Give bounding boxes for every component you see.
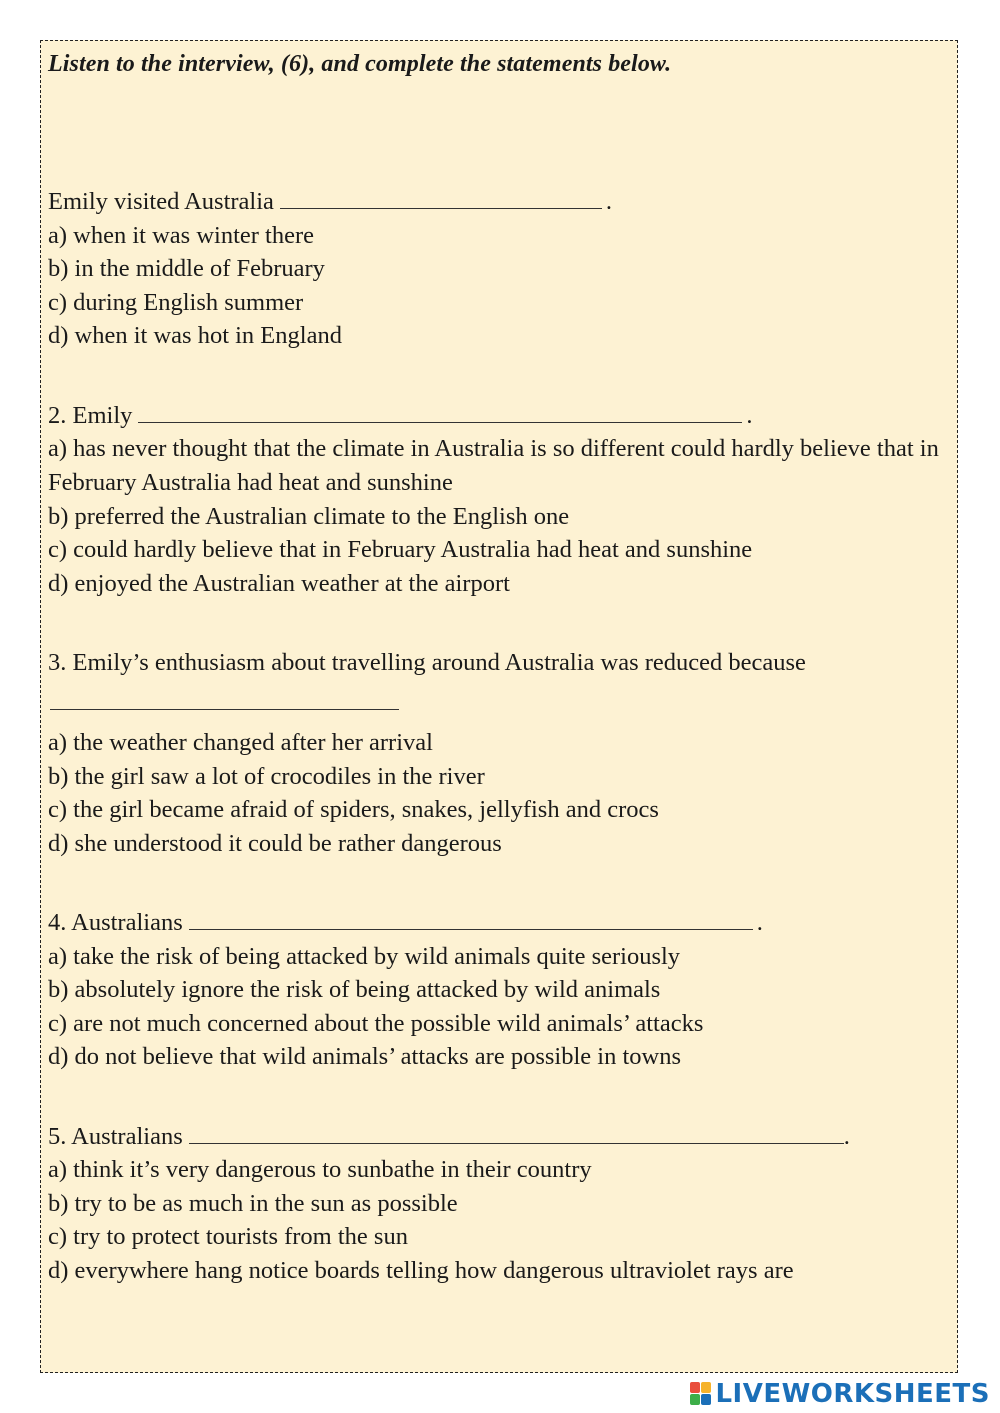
question-4-text: 4. Australians: [48, 909, 183, 936]
question-1-option-d[interactable]: d) when it was hot in England: [48, 322, 342, 349]
question-3-option-b[interactable]: b) the girl saw a lot of crocodiles in the river: [48, 763, 485, 790]
question-5-option-a[interactable]: a) think it’s very dangerous to sunbathe in their country: [48, 1156, 592, 1183]
question-2-text: 2. Emily: [48, 402, 133, 429]
question-5-option-b[interactable]: b) try to be as much in the sun as possible: [48, 1190, 458, 1217]
question-3-stem: 3. Emily’s enthusiasm about travelling around Australia was reduced because: [48, 649, 806, 676]
question-4-option-b[interactable]: b) absolutely ignore the risk of being attacked by wild animals: [48, 976, 661, 1003]
question-2-option-c[interactable]: c) could hardly believe that in February Australia had heat and sunshine: [48, 536, 753, 563]
question-1-answer-blank[interactable]: [280, 188, 602, 209]
question-2-option-b[interactable]: b) preferred the Australian climate to the English one: [48, 503, 570, 530]
question-5-answer-blank[interactable]: [189, 1123, 844, 1144]
question-4-stem: [48, 908, 763, 938]
question-3-answer-blank[interactable]: [50, 708, 399, 710]
worksheet-panel: [40, 40, 958, 1373]
question-5-stem: [48, 1122, 850, 1152]
instruction-text: Listen to the interview, (6), and complete the statements below.: [48, 51, 672, 77]
liveworksheets-logo[interactable]: [690, 1379, 990, 1409]
question-1-option-c[interactable]: c) during English summer: [48, 289, 304, 316]
liveworksheets-logo-text: LIVEWORKSHEETS: [715, 1379, 990, 1409]
question-4-end: .: [756, 909, 763, 936]
question-2-option-a[interactable]: a) has never thought that the climate in Australia is so different could hardly believe that in February Australia had heat and sunshine: [48, 435, 939, 496]
liveworksheets-logo-icon: [690, 1382, 712, 1406]
question-5-option-d[interactable]: d) everywhere hang notice boards telling how dangerous ultraviolet rays are: [48, 1257, 794, 1284]
question-3-option-d[interactable]: d) she understood it could be rather dangerous: [48, 830, 502, 857]
question-2-stem: [48, 401, 753, 431]
question-3-option-c[interactable]: c) the girl became afraid of spiders, snakes, jellyfish and crocs: [48, 796, 659, 823]
question-5-end: .: [843, 1123, 850, 1150]
question-4-option-c[interactable]: c) are not much concerned about the possible wild animals’ attacks: [48, 1010, 704, 1037]
question-5-text: 5. Australians: [48, 1123, 183, 1150]
question-1-option-b[interactable]: b) in the middle of February: [48, 255, 325, 282]
question-2-answer-blank[interactable]: [138, 402, 742, 423]
question-2-option-d[interactable]: d) enjoyed the Australian weather at the airport: [48, 570, 510, 597]
question-3-option-a[interactable]: a) the weather changed after her arrival: [48, 729, 433, 756]
question-4-answer-blank[interactable]: [189, 909, 753, 930]
question-4-option-d[interactable]: d) do not believe that wild animals’ attacks are possible in towns: [48, 1043, 681, 1070]
question-1-text: Emily visited Australia: [48, 188, 274, 215]
question-2-end: .: [746, 402, 753, 429]
question-1-option-a[interactable]: a) when it was winter there: [48, 222, 314, 249]
question-5-option-c[interactable]: c) try to protect tourists from the sun: [48, 1223, 408, 1250]
question-1-end: .: [605, 188, 613, 215]
question-4-option-a[interactable]: a) take the risk of being attacked by wild animals quite seriously: [48, 943, 681, 970]
question-1-stem: [48, 187, 612, 217]
